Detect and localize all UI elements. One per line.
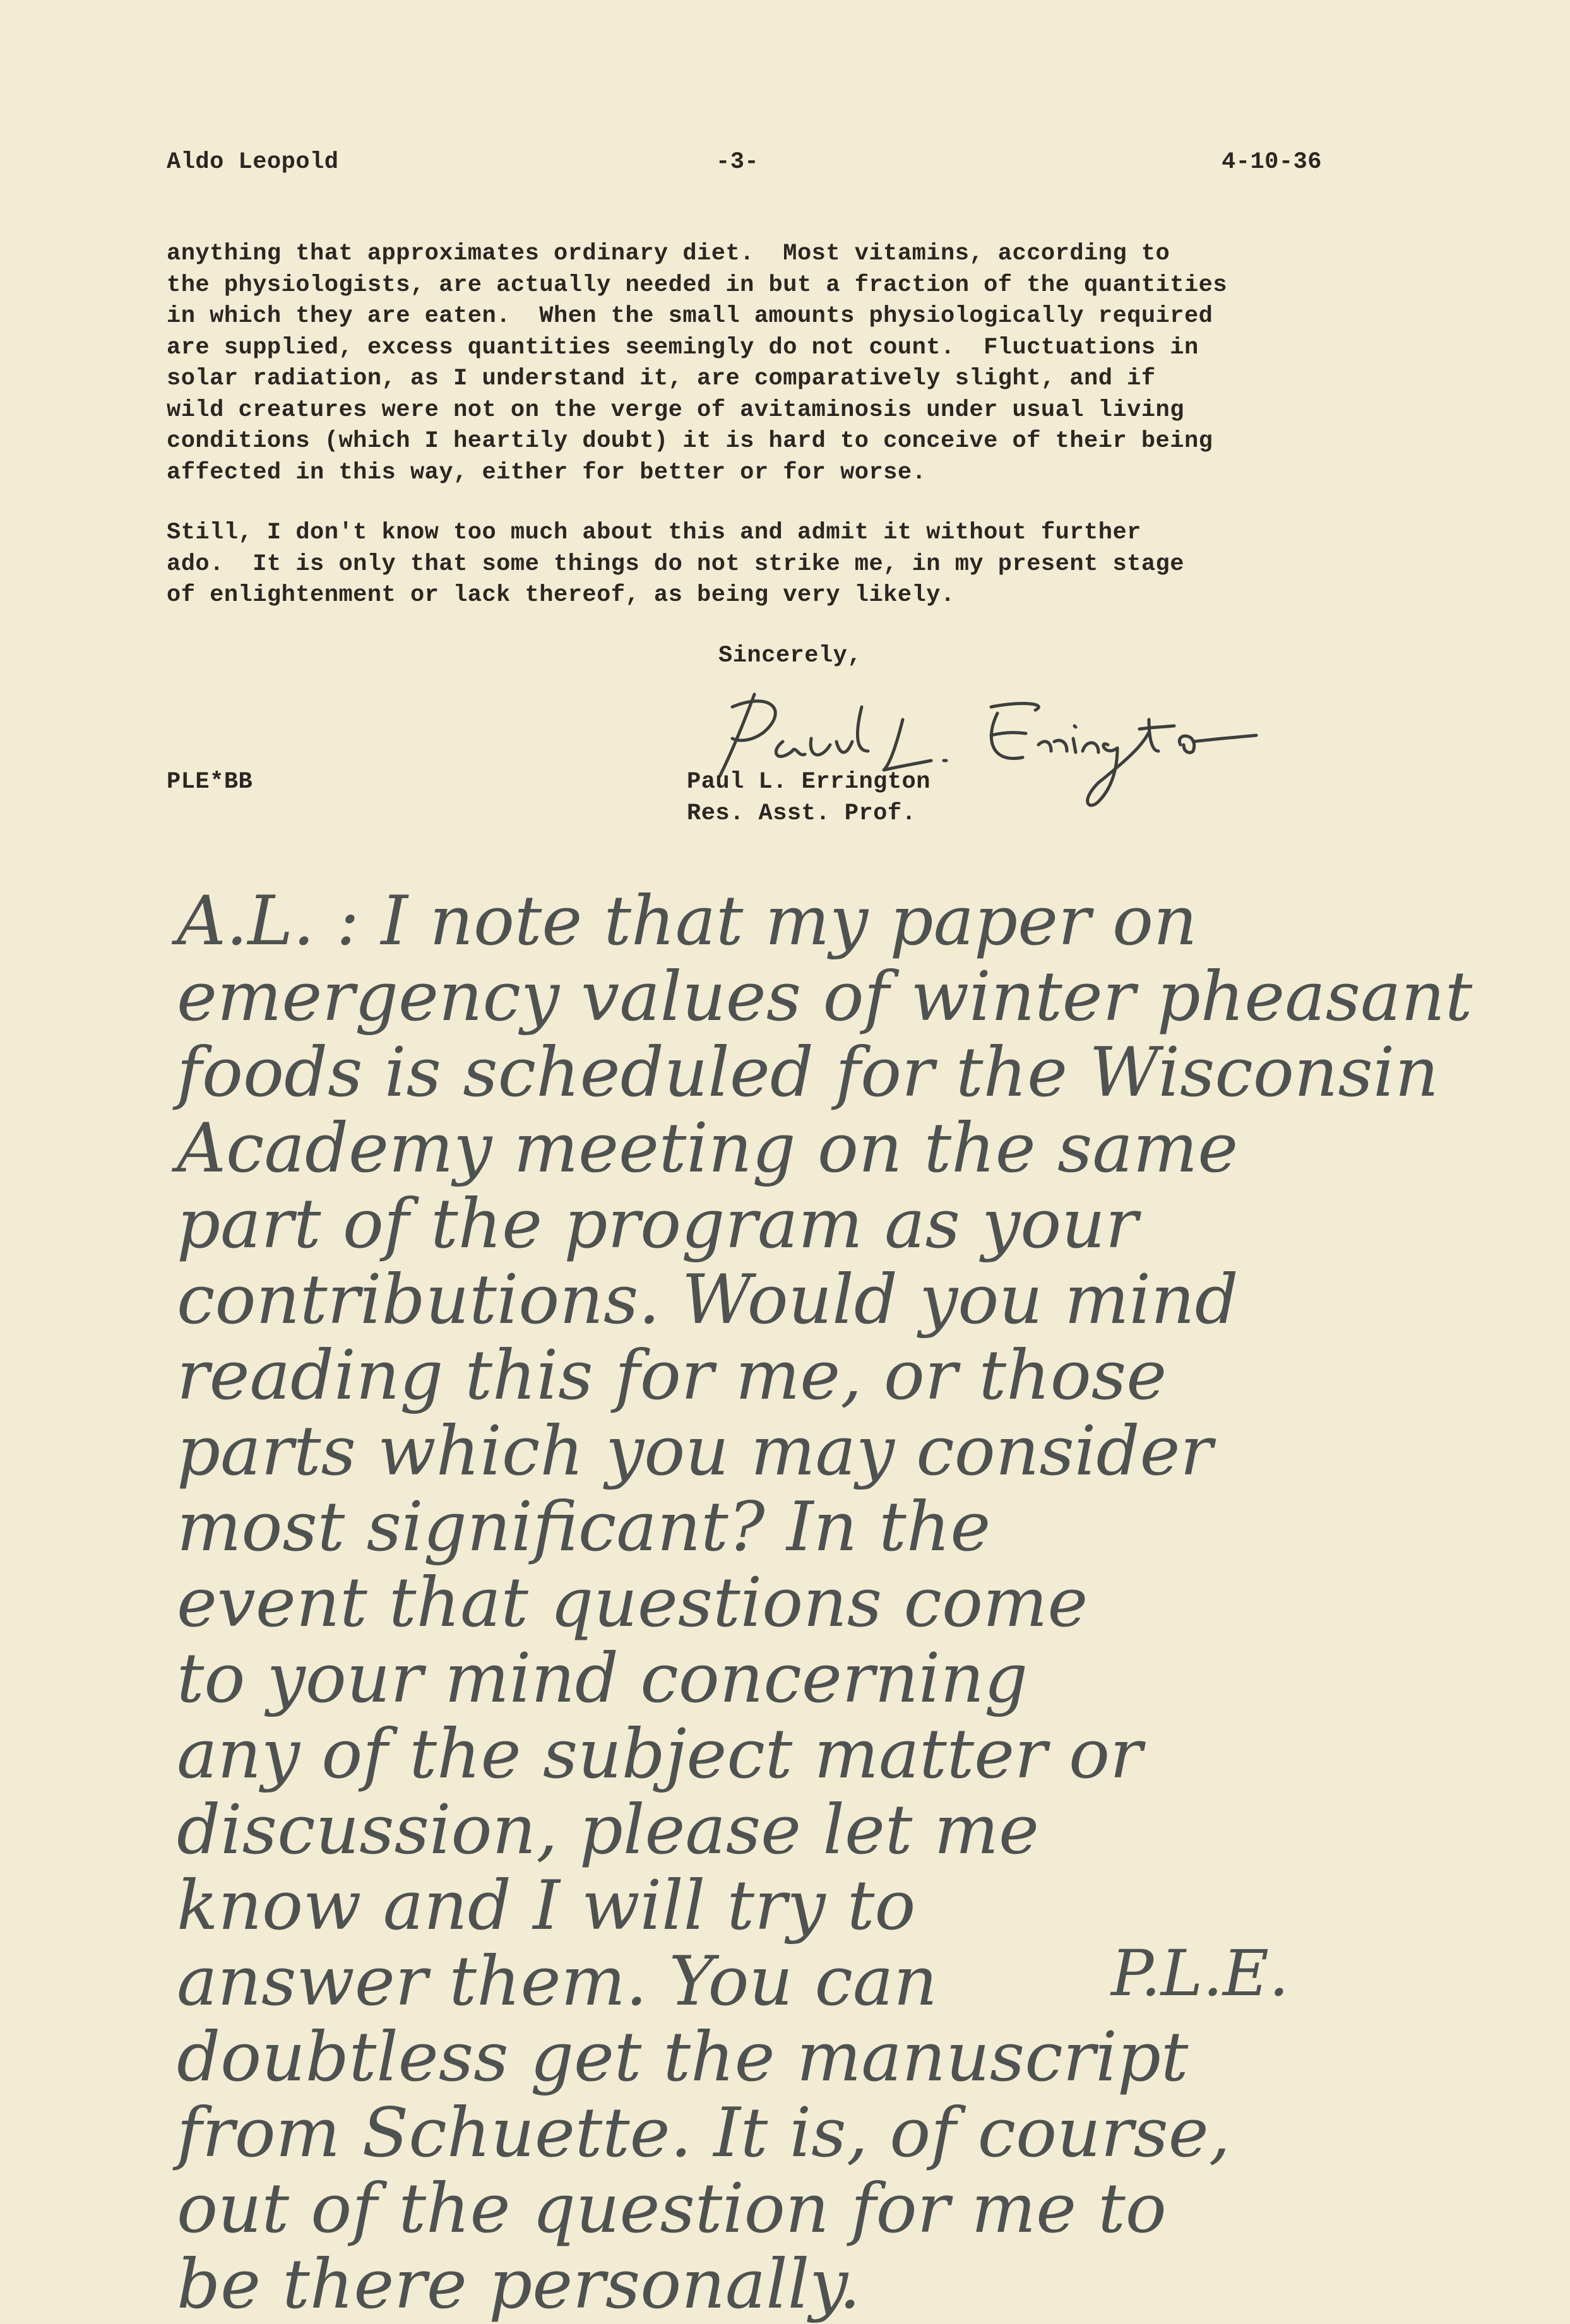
text-line: in which they are eaten. When the small amounts physiologically required xyxy=(167,303,1213,329)
handwritten-line: emergency values of winter pheasant xyxy=(177,957,1473,1036)
handwritten-line: answer them. You can xyxy=(177,1942,937,2021)
handwritten-line: any of the subject matter or xyxy=(177,1715,1143,1794)
text-line: of enlightenment or lack thereof, as being very likely. xyxy=(167,582,955,608)
handwritten-initials: P.L.E. xyxy=(1111,1936,1289,2010)
handwritten-line: discussion, please let me xyxy=(177,1791,1039,1870)
handwritten-line: reading this for me, or those xyxy=(177,1336,1167,1415)
handwritten-line: to your mind concerning xyxy=(177,1639,1028,1718)
handwritten-line: know and I will try to xyxy=(177,1866,916,1945)
signer-name: Paul L. Errington xyxy=(687,769,931,795)
letter-header xyxy=(167,149,1322,181)
text-line: are supplied, excess quantities seemingly do not count. Fluctuations in xyxy=(167,334,1199,361)
handwritten-line: contributions. Would you mind xyxy=(177,1260,1239,1339)
signer-title: Res. Asst. Prof. xyxy=(687,800,917,827)
text-line: conditions (which I heartily doubt) it is hard to conceive of their being xyxy=(167,428,1213,454)
text-line: ado. It is only that some things do not strike me, in my present stage xyxy=(167,550,1184,578)
handwritten-line: Academy meeting on the same xyxy=(177,1109,1239,1188)
text-line: solar radiation, as I understand it, are comparatively slight, and if xyxy=(167,365,1156,392)
handwritten-line: event that questions come xyxy=(177,1563,1088,1642)
handwritten-line: be there personally. xyxy=(177,2245,861,2324)
page-number: -3- xyxy=(716,149,759,175)
body-paragraph-1 xyxy=(167,239,1341,489)
handwritten-line: parts which you may consider xyxy=(177,1412,1213,1491)
handwritten-line: from Schuette. It is, of course, xyxy=(177,2094,1230,2173)
reference-initials: PLE*BB xyxy=(167,769,253,795)
handwritten-line: part of the program as your xyxy=(177,1185,1138,1264)
text-line: Still, I don't know too much about this and admit it without further xyxy=(167,519,1141,546)
handwritten-line: foods is scheduled for the Wisconsin xyxy=(177,1033,1439,1112)
handwritten-note xyxy=(177,882,1566,2324)
handwritten-line: most significant? In the xyxy=(177,1488,991,1567)
text-line: affected in this way, either for better or for worse. xyxy=(167,459,927,486)
text-line: anything that approximates ordinary diet. Most vitamins, according to xyxy=(167,240,1170,267)
body-paragraph-2 xyxy=(167,518,1341,612)
text-line: the physiologists, are actually needed in but a fraction of the quantities xyxy=(167,271,1228,299)
handwritten-signature xyxy=(694,682,1326,821)
letter-date: 4-10-36 xyxy=(1222,149,1322,175)
handwritten-line: out of the question for me to xyxy=(177,2169,1167,2248)
text-line: wild creatures were not on the verge of avitaminosis under usual living xyxy=(167,396,1184,424)
recipient-name: Aldo Leopold xyxy=(167,149,339,175)
handwritten-line: doubtless get the manuscript xyxy=(177,2018,1189,2097)
handwritten-line: A.L. : I note that my paper on xyxy=(177,882,1198,961)
closing-salutation: Sincerely, xyxy=(718,643,862,669)
